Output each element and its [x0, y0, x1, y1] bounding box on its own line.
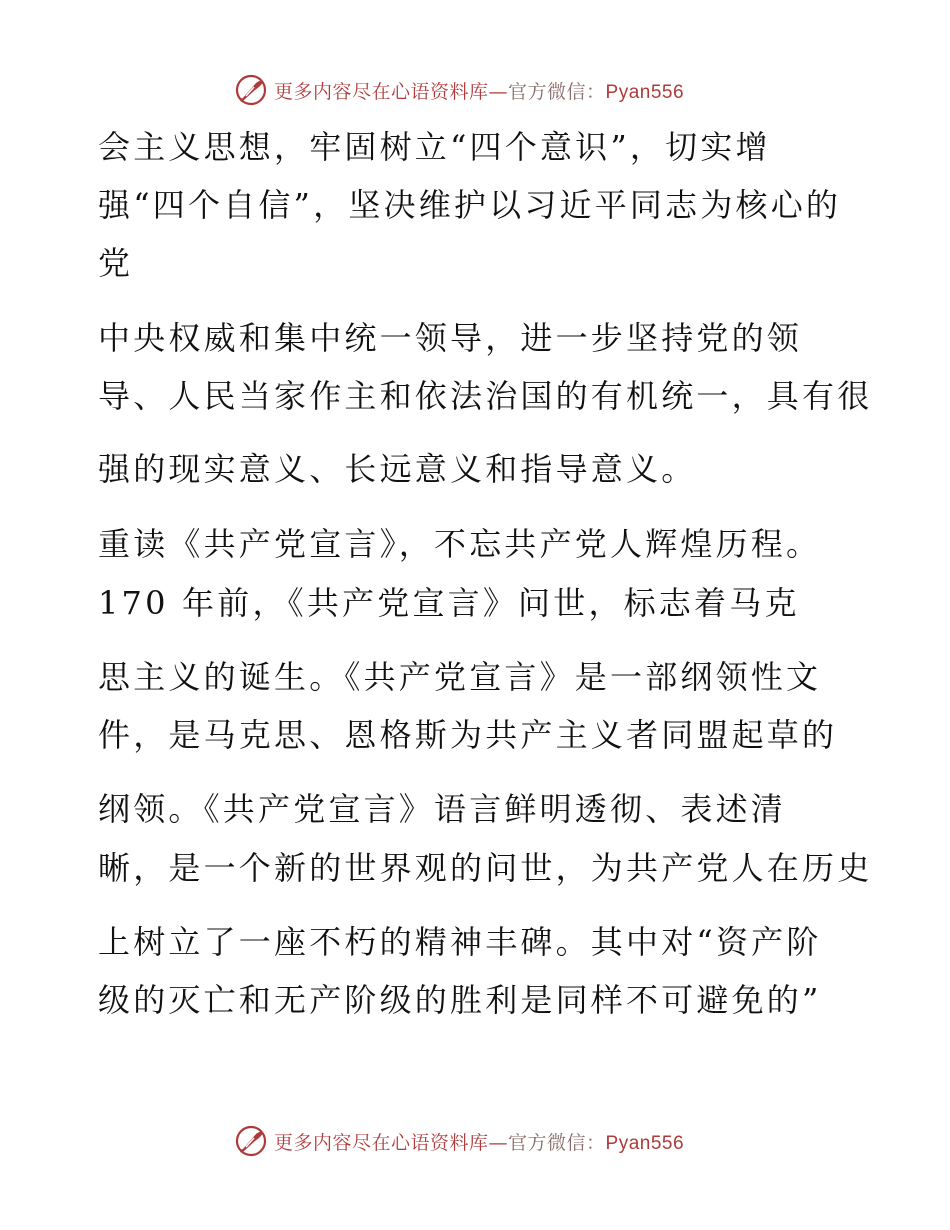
body-line-3: 党: [98, 244, 134, 282]
header-site-name: 更多内容尽在心语资料库: [274, 80, 489, 103]
body-line-2: 强“四个自信”，坚决维护以习近平同志为核心的: [98, 186, 842, 224]
footer-site-name: 更多内容尽在心语资料库: [274, 1131, 489, 1154]
body-line-7: 重读《共产党宣言》，不忘共产党人辉煌历程。: [98, 525, 822, 563]
footer-dash: —: [488, 1131, 509, 1154]
body-line-5: 导、人民当家作主和依法治国的有机统一，具有很: [98, 377, 873, 415]
body-line-13: 上树立了一座不朽的精神丰碑。其中对“资产阶: [98, 923, 822, 961]
header-official-label: 官方微信：: [508, 80, 606, 103]
header-dash: —: [488, 80, 509, 103]
quill-pen-logo-icon: [234, 1124, 268, 1158]
footer-watermark: [234, 1121, 684, 1161]
quill-pen-logo-icon: [234, 73, 268, 107]
body-line-6: 强的现实意义、长远意义和指导意义。: [98, 450, 697, 488]
body-line-11: 纲领。《共产党宣言》语言鲜明透彻、表述清: [98, 790, 787, 828]
footer-watermark-text: [274, 1128, 684, 1155]
body-line-14: 级的灭亡和无产阶级的胜利是同样不可避免的”: [98, 981, 822, 1019]
header-watermark: [234, 70, 684, 110]
footer-wechat-id: Pyan556: [605, 1132, 685, 1154]
body-line-12: 晰，是一个新的世界观的问世，为共产党人在历史: [98, 849, 873, 887]
header-watermark-text: [274, 77, 684, 104]
body-line-10: 件，是马克思、恩格斯为共产主义者同盟起草的: [98, 716, 838, 754]
body-line-1: 会主义思想，牢固树立“四个意识”，切实增: [98, 128, 771, 166]
footer-official-label: 官方微信：: [508, 1131, 606, 1154]
header-wechat-id: Pyan556: [605, 81, 685, 103]
body-line-4: 中央权威和集中统一领导，进一步坚持党的领: [98, 319, 803, 357]
body-line-8: 170 年前，《共产党宣言》问世，标志着马克: [98, 584, 800, 622]
body-line-9: 思主义的诞生。《共产党宣言》是一部纲领性文: [98, 658, 822, 696]
